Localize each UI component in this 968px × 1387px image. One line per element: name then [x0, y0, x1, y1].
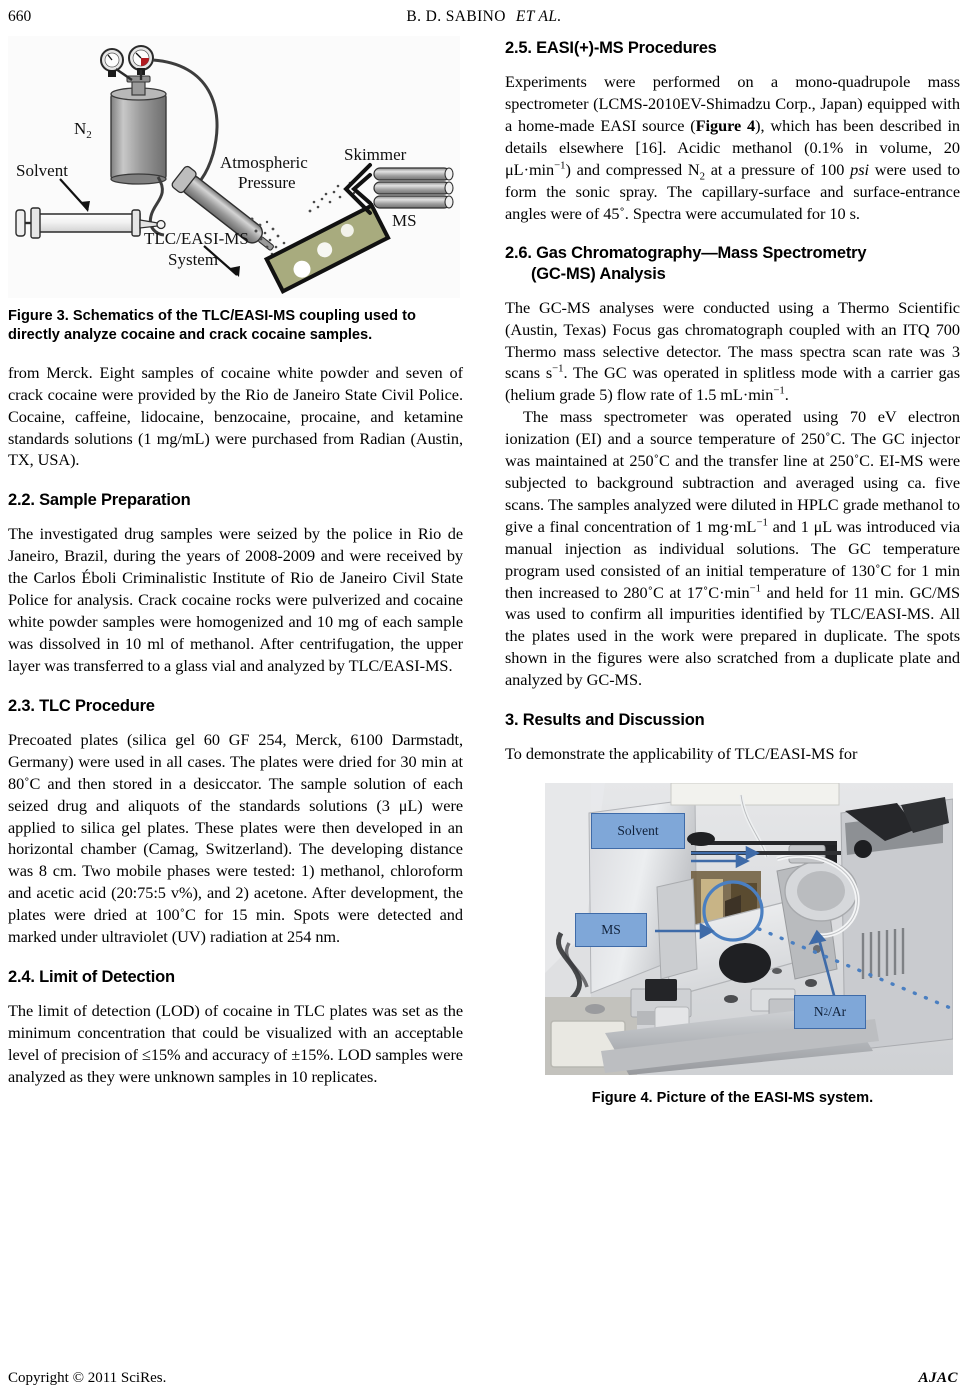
paragraph-2-6-first	[505, 297, 960, 407]
heading-2-6-line2: (GC-MS) Analysis	[531, 264, 666, 283]
left-column	[8, 34, 463, 1088]
heading-2-3-tlc-procedure: 2.3. TLC Procedure	[8, 696, 155, 715]
callout-n2-ar: N 2 /Ar	[794, 995, 866, 1029]
p26b-seg-c: and held for 11 min. GC/MS was used to confirm all impurities identified by TLC/EASI-MS. All the plates used in the work were prepared in duplicate. The spots shown in the figures were also scratched from a duplicate plate and analyzed by GC-MS.	[505, 582, 961, 690]
figure-4-image	[545, 783, 953, 1075]
p25-figure-ref: Figure 4	[695, 115, 756, 135]
heading-2-5-easi-ms-procedures: 2.5. EASI(+)-MS Procedures	[505, 39, 717, 57]
p26-seg-c: .	[784, 385, 789, 405]
p26-seg-a: The GC-MS analyses were conducted using a Thermo Scientific (Austin, Texas) Focus gas chromatograph coupled with an ITQ 700 Thermo mass selective detector. The mass spectra scan rate was 3 scans s	[505, 297, 960, 383]
copyright-notice: Copyright © 2011 SciRes.	[8, 1370, 167, 1386]
heading-2-4-limit-of-detection: 2.4. Limit of Detection	[8, 968, 175, 986]
heading-2-6-gc-ms-analysis	[505, 243, 960, 283]
page-number: 660	[8, 8, 32, 25]
et-al-text: ET AL.	[515, 8, 562, 25]
paragraph-merck-materials: from Merck. Eight samples of cocaine white powder and seven of crack cocaine were provided by the Rio de Janeiro State Civil Police. Cocaine, caffeine, lidocaine, benzocaine, procaine, and ketamine standards solutions (1 mg/mL) were purchased from Radian (Austin, TX, USA).	[8, 362, 463, 470]
p25-seg-c: ) and compressed N	[565, 159, 700, 179]
running-head	[0, 8, 968, 30]
paragraph-2-6-second	[505, 406, 960, 691]
p25-seg-b: ), which has been described in details elsewhere [16]. Acidic methanol (0.1% in volume, 20 μL·min	[505, 115, 961, 179]
p26-seg-b: . The GC was operated in splitless mode with a carrier gas (helium grade 5) flow rate of 1.5 mL·min	[505, 363, 961, 405]
p26b-seg-a: The mass spectrometer was operated using 70 eV electron ionization (EI) and a source temperature of 250˚C. The GC injector was maintained at 250˚C and the transfer line at 250˚C. EI-MS were subjected to background subtraction and averaged using ca. five scans. The samples analyzed were diluted in HPLC grade methanol to give a final concentration of 1 mg·mL	[505, 407, 960, 536]
author-names: B. D. SABINO	[406, 8, 506, 25]
right-column	[505, 34, 960, 1108]
p26b-superscript-1: −1	[756, 516, 768, 529]
paragraph-2-4: The limit of detection (LOD) of cocaine in TLC plates was set as the minimum concentration that could be visualized with an acceptable level of precision of ≤15% and accuracy of ±15%. LOD samples were analyzed as they were unknown samples in 10 replicates.	[8, 1001, 463, 1086]
paragraph-3-intro: To demonstrate the applicability of TLC/EASI-MS for	[505, 744, 858, 764]
figure-4-caption: Figure 4. Picture of the EASI-MS system.	[591, 1090, 874, 1107]
figure3-label-pressure: Pressure	[238, 173, 296, 192]
heading-2-6-line1: 2.6. Gas Chromatography—Mass Spectrometry	[505, 244, 867, 263]
figure-3-caption-line2: directly analyze cocaine and crack cocaine samples.	[8, 327, 373, 344]
figure-3-caption-line1: Figure 3. Schematics of the TLC/EASI-MS coupling used to	[8, 308, 416, 324]
figure-3-image	[8, 36, 460, 298]
callout-n2ar-n: N	[813, 1004, 824, 1020]
callout-ms	[575, 913, 647, 947]
p25-psi-italic: psi	[850, 159, 869, 179]
p25-seg-e: were used to form the sonic spray. The capillary-surface and surface-entrance angles were of 45˚. Spectra were accumulated for 10 s.	[505, 159, 960, 223]
figure3-label-ms: MS	[392, 211, 417, 230]
ms-quadrupole-rods	[374, 168, 453, 208]
journal-abbreviation: AJAC	[918, 1370, 958, 1386]
callout-solvent	[591, 813, 685, 849]
figure3-label-system-2: System	[168, 250, 219, 269]
callout-ms-label: MS	[601, 922, 621, 938]
paragraph-2-3: Precoated plates (silica gel 60 GF 254, Merck, 6100 Darmstadt, Germany) were used in all cases. The plates were dried for 30 min at 80˚C and then stored in a desiccator. The sample solution of each seized drug and aliquots of the standards solutions (3 μL) were applied to silica gel plates. These plates were then developed in an horizontal chamber (Camag, Switzerland). The developing distance was 8 cm. Two mobile phases were tested: 1) methanol, chloroform and acetic acid (20:75:5 v%), and 2) acetone. After development, the plates were dried at 100˚C for 15 min. Spots were detected and marked under ultraviolet (UV) radiation at 254 nm.	[8, 729, 463, 947]
p26-superscript-1: −1	[552, 363, 564, 376]
p26b-seg-b: and 1 μL was introduced via manual injection as individual solutions. The GC temperature program used consisted of an initial temperature of 130˚C for 1 min then increased to 280˚C at 17˚C·min	[505, 516, 961, 602]
running-head-authors	[0, 8, 968, 26]
heading-2-2-sample-preparation: 2.2. Sample Preparation	[8, 491, 191, 510]
p25-seg-a: Experiments were performed on a mono-quadrupole mass spectrometer (LCMS-2010EV-Shimadzu Corp., Japan) equipped with a home-made EASI source (	[505, 72, 960, 135]
p25-subscript-1: 2	[699, 170, 705, 182]
figure3-label-system-1: TLC/EASI-MS	[144, 229, 249, 248]
p25-seg-d: at a pressure of 100	[704, 159, 851, 179]
figure3-label-solvent: Solvent	[16, 161, 68, 180]
heading-3-results-and-discussion: 3. Results and Discussion	[505, 711, 705, 730]
figure-3-caption	[8, 307, 463, 346]
paragraph-2-5	[505, 71, 960, 224]
figure3-label-atmospheric: Atmospheric	[220, 153, 308, 172]
callout-solvent-label: Solvent	[617, 823, 659, 839]
figure3-label-n2: $N_2$	[74, 119, 92, 141]
p26b-superscript-2: −1	[749, 582, 761, 595]
callout-n2ar-tail: /Ar	[828, 1004, 847, 1020]
paragraph-2-2: The investigated drug samples were seized by the police in Rio de Janeiro, Brazil, during the years of 2008-2009 and were received by the Carlos Éboli Criminalistic Institute of Rio de Janeiro Civil State Police for analysis. Crack cocaine rocks were pulverized and cocaine white powder samples were homogenized and 10 mg of each sample was dissolved in 10 ml of methanol. After centrifugation, the upper layer was transferred to a glass vial and analyzed by TLC/EASI-MS.	[8, 524, 463, 675]
figure3-label-skimmer: Skimmer	[344, 145, 407, 164]
p26-superscript-2: −1	[773, 384, 785, 397]
p25-superscript-1: −1	[554, 159, 566, 172]
